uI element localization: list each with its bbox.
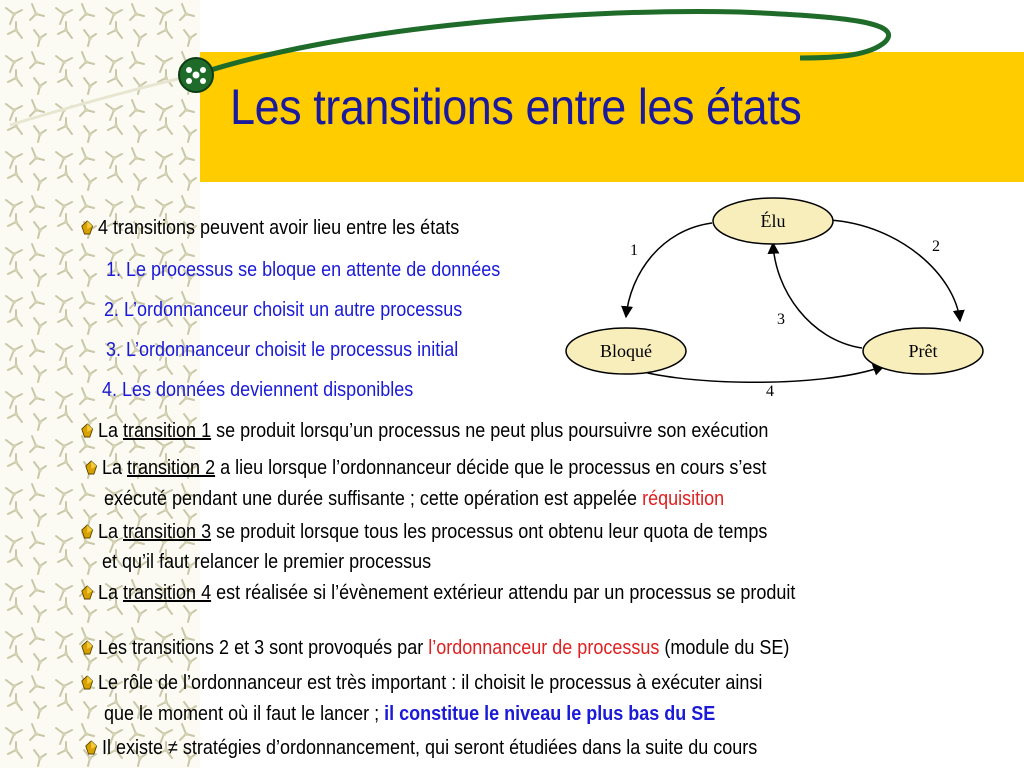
edge-label-3: 3: [777, 311, 785, 328]
role-line1: Le rôle de l’ordonnanceur est très important : il choisit le processus à exécuter ainsi: [98, 672, 763, 694]
bullet-icon: [80, 423, 94, 439]
intro-text: 4 transitions peuvent avoir lieu entre les états: [98, 217, 460, 239]
transition-item-1: 1. Le processus se bloque en attente de données: [106, 259, 501, 281]
t3-rest: se produit lorsque tous les processus ont obtenu leur quota de temps: [211, 521, 768, 543]
t2-line2: [104, 487, 724, 511]
page-title: Les transitions entre les états: [230, 79, 802, 135]
t2-highlight: réquisition: [642, 488, 725, 510]
state-pret-label: Prêt: [908, 341, 938, 361]
swoosh-line: [195, 12, 889, 75]
t3-line2: et qu’il faut relancer le premier processus: [102, 551, 432, 573]
edge-1: [626, 223, 712, 317]
swoosh-tail: [10, 76, 190, 125]
t3-term: transition 3: [123, 521, 212, 543]
bullet-icon: [84, 460, 98, 476]
bullet-strategies: [84, 736, 757, 760]
state-elu: [713, 198, 833, 244]
role-line2: [104, 702, 715, 726]
bullet-intro: [80, 216, 459, 240]
state-bloque: [566, 328, 686, 374]
bullet-scheduler: [80, 636, 789, 660]
bullet-icon: [80, 524, 94, 540]
t2-line2-text: exécuté pendant une durée suffisante ; cette opération est appelée: [104, 488, 643, 510]
bullet-t4: [80, 581, 795, 605]
strategies-text: Il existe ≠ stratégies d’ordonnancement, qui seront étudiées dans la suite du cours: [102, 737, 758, 759]
edge-3: [773, 243, 862, 348]
bullet-icon: [80, 585, 94, 601]
edge-label-2: 2: [932, 238, 940, 255]
t1-rest: se produit lorsqu’un processus ne peut plus poursuivre son exécution: [211, 420, 769, 442]
t4-rest: est réalisée si l’évènement extérieur attendu par un processus se produit: [211, 582, 796, 604]
edge-2: [830, 220, 960, 321]
t2-rest: a lieu lorsque l’ordonnanceur décide que le processus en cours s’est: [215, 457, 767, 479]
state-pret: [863, 328, 983, 374]
scheduler-post: (module du SE): [659, 637, 790, 659]
bullet-icon: [84, 740, 98, 756]
t3-pre: La: [98, 521, 124, 543]
bullet-t1: [80, 419, 768, 443]
transition-item-2: 2. L’ordonnanceur choisit un autre processus: [104, 299, 463, 321]
state-bloque-label: Bloqué: [600, 341, 652, 361]
state-elu-label: Élu: [760, 211, 786, 231]
bullet-icon: [80, 640, 94, 656]
t4-term: transition 4: [123, 582, 212, 604]
t2-term: transition 2: [127, 457, 216, 479]
bullet-role: [80, 671, 762, 695]
bullet-t3: [80, 520, 767, 544]
t1-term: transition 1: [123, 420, 212, 442]
state-diagram: [560, 190, 1020, 405]
role-line2-text: que le moment où il faut le lancer ;: [104, 703, 385, 725]
t2-pre: La: [102, 457, 128, 479]
role-emphasis: il constitue le niveau le plus bas du SE: [384, 703, 716, 725]
edge-label-4: 4: [766, 383, 774, 400]
bullet-icon: [80, 675, 94, 691]
molecule-badge-icon: [179, 58, 213, 92]
transition-item-4: 4. Les données deviennent disponibles: [102, 379, 414, 401]
scheduler-pre: Les transitions 2 et 3 sont provoqués par: [98, 637, 429, 659]
transition-item-3: 3. L’ordonnanceur choisit le processus initial: [106, 339, 459, 361]
edge-label-1: 1: [630, 242, 638, 259]
bullet-t2: [84, 456, 766, 480]
bullet-icon: [80, 220, 94, 236]
scheduler-highlight: l’ordonnanceur de processus: [428, 637, 660, 659]
t4-pre: La: [98, 582, 124, 604]
t1-pre: La: [98, 420, 124, 442]
